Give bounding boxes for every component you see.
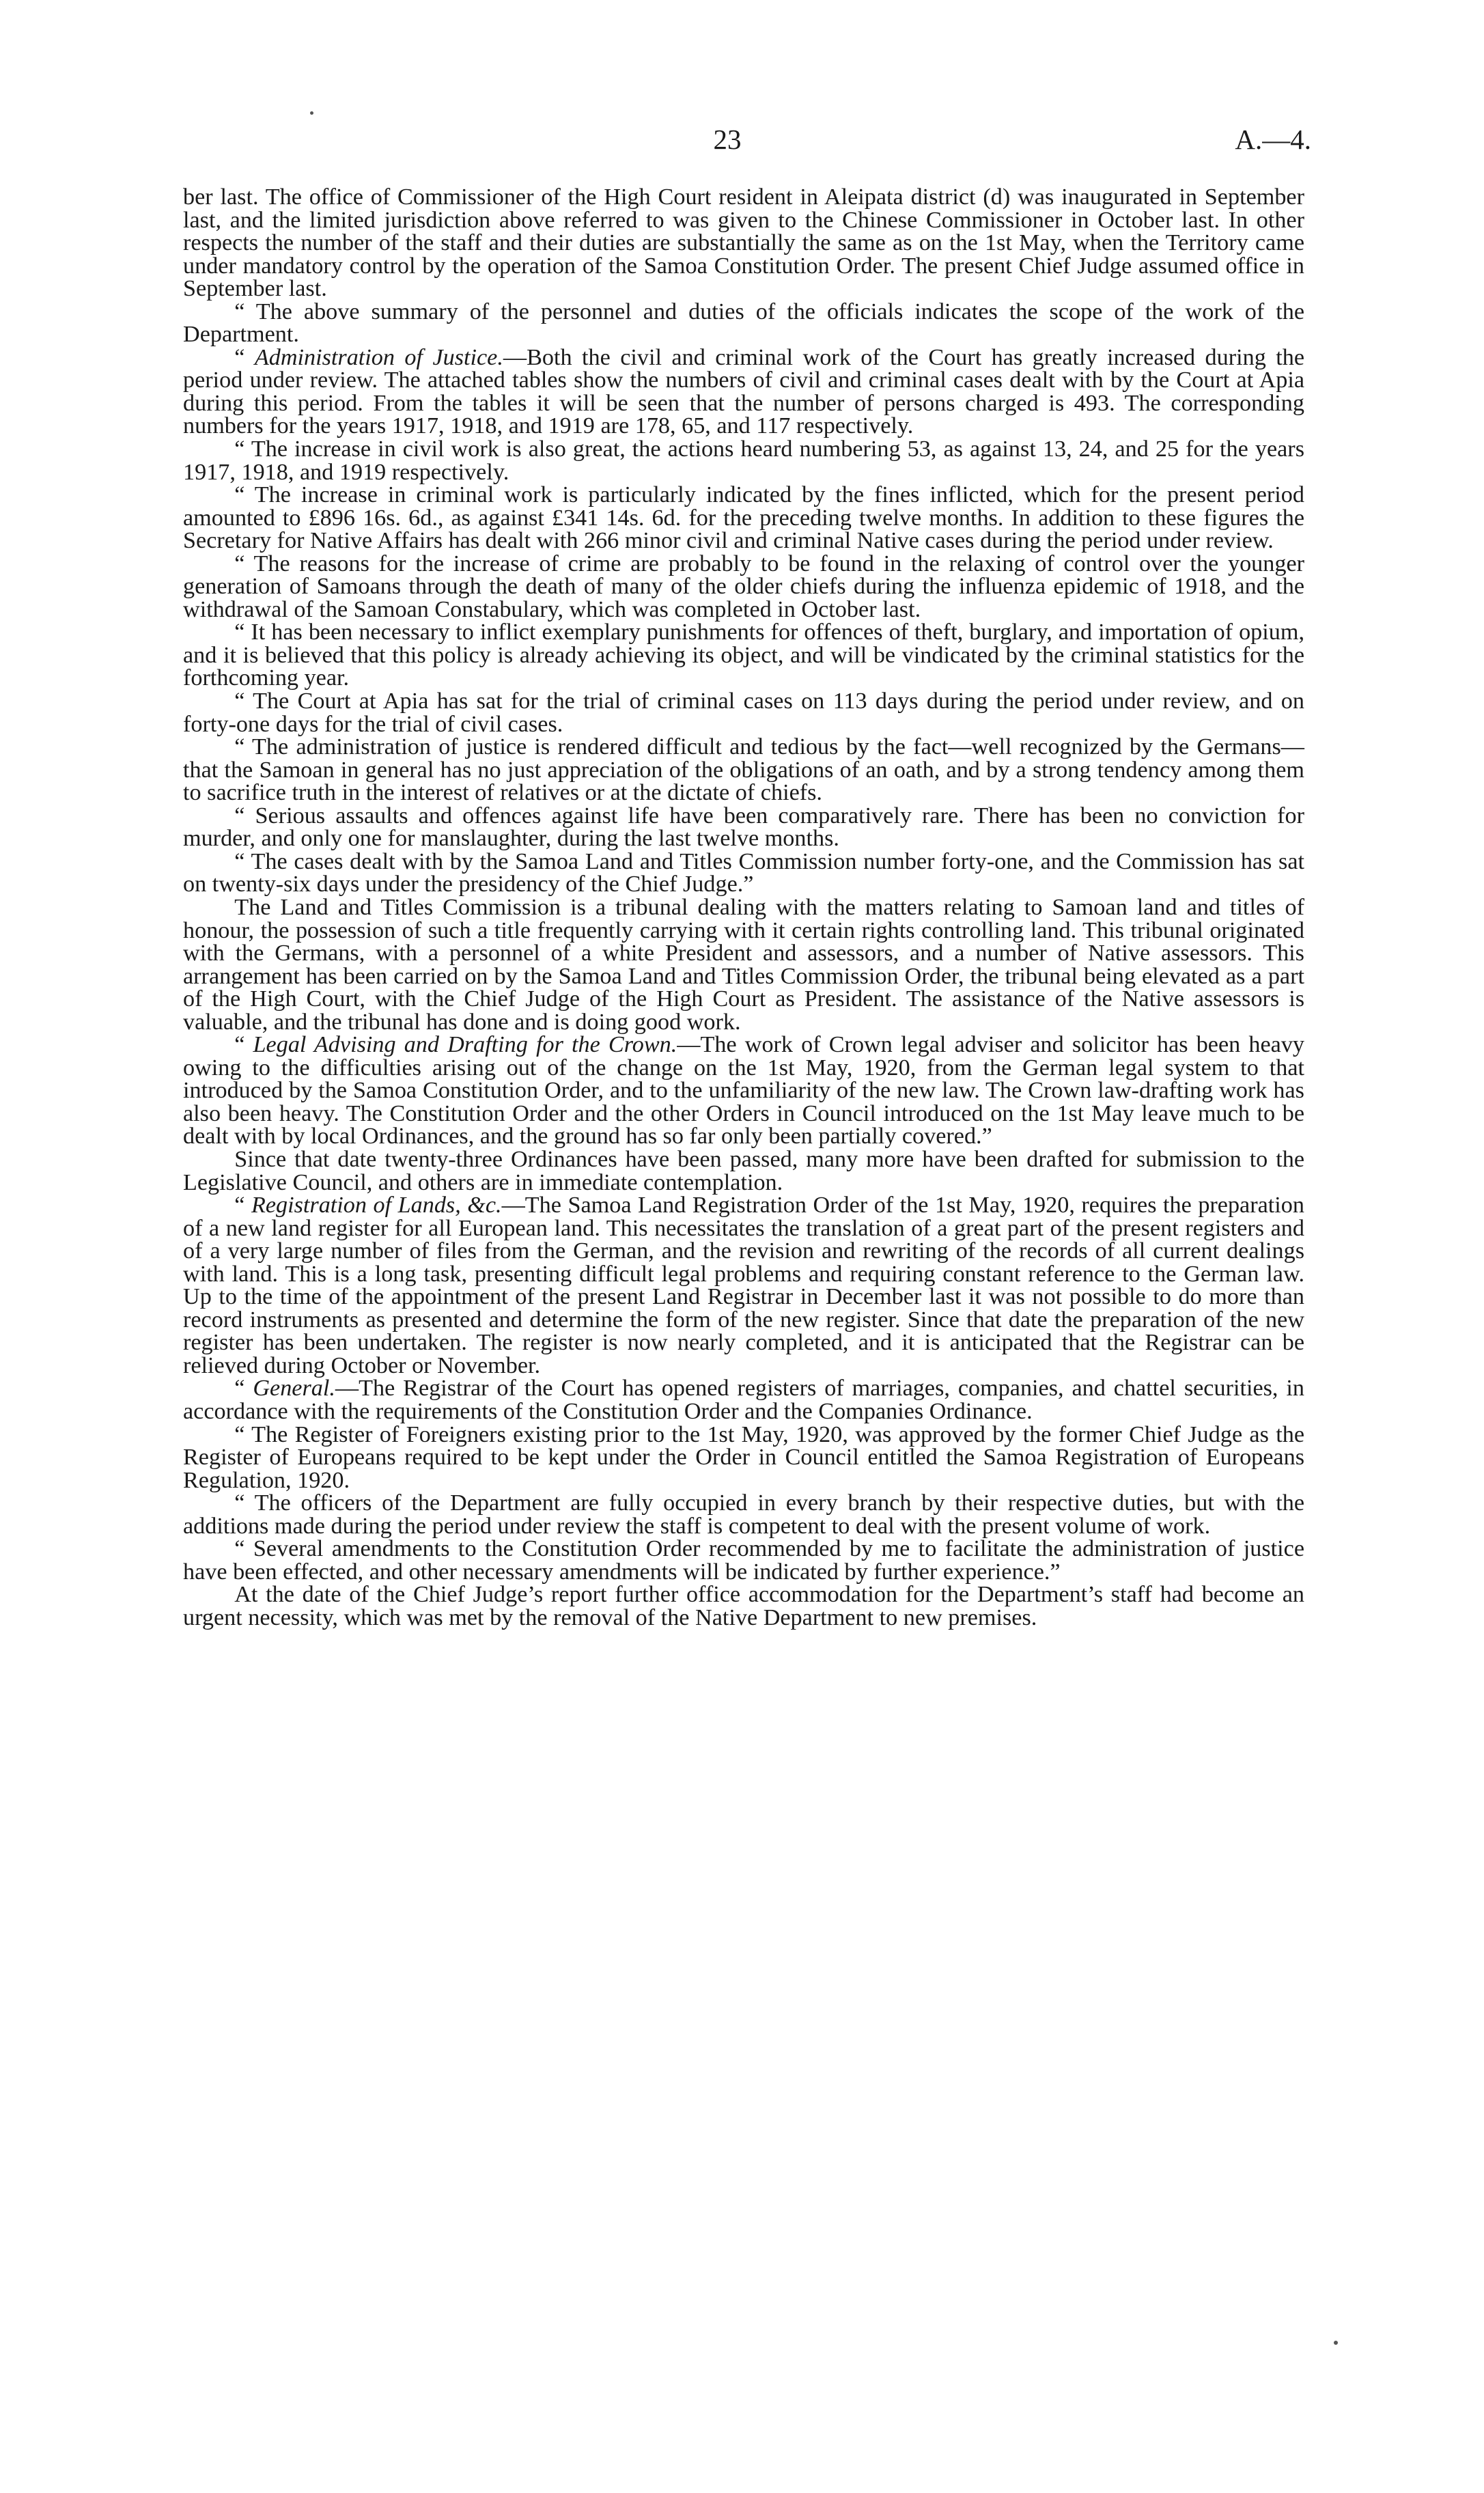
text-run: “ The reasons for the increase of crime are probably to be found in the relaxing of control over the younger generation of Samoans through the death of many of the older chiefs during the influenza epidemic of 1918, and the withdrawal of the Samoan Constabulary, which was completed in October last.: [183, 551, 1304, 622]
text-run: At the date of the Chief Judge’s report further office accommodation for the Department’s staff had become an urgent necessity, which was met by the removal of the Native Department to new premises.: [183, 1582, 1304, 1630]
text-run: The Land and Titles Commission is a tribunal dealing with the matters relating to Samoan land and titles of honour, the possession of such a title frequently carrying with it certain rights controlling land. This tribunal originated with the Germans, with a personnel of a white President and assessors, and a number of Native assessors. This arrangement has been carried on by the Samoa Land and Titles Commission Order, the tribunal being elevated as a part of the High Court, with the Chief Judge of the High Court as President. The assistance of the Native assessors is valuable, and the tribunal has done and is doing good work.: [183, 894, 1304, 1035]
paragraph: [183, 1194, 1304, 1377]
text-run: —The work of Crown legal adviser and solicitor has been heavy owing to the difficulties arising out of the change on the 1st May, 1920, from the German legal system to that introduced by the Samoa Constitution Order, and to the unfamiliarity of the new law. The Crown law-drafting work has also been heavy. The Constitution Order and the other Orders in Council introduced on the 1st May leave much to be dealt with by local Ordinances, and the ground has so far only been partially covered.”: [183, 1032, 1305, 1150]
text-run: “ The cases dealt with by the Samoa Land and Titles Commission number forty-one, and the Commission has sat on twenty-six days under the presidency of the Chief Judge.”: [183, 848, 1304, 897]
text-run: —The Samoa Land Registration Order of the 1st May, 1920, requires the preparation of a new land register for all European land. This necessitates the translation of a great part of the present registers and of a very large number of files from the German, and the revision and rewriting of the records of all current dealings with land. This is a long task, presenting difficult legal problems and requiring constant reference to the German law. Up to the time of the appointment of the present Land Registrar in December last it was not possible to do more than record instruments as presented and determine the form of the new register. Since that date the preparation of the new register has been undertaken. The register is now nearly completed, and it is anticipated that the Registrar can be relieved during October or November.: [183, 1193, 1304, 1378]
italic-heading: General.: [253, 1376, 335, 1402]
paragraph: [183, 1492, 1304, 1537]
text-run: “ The administration of justice is rendered difficult and tedious by the fact—well recognized by the Germans—that the Samoan in general has no just appreciation of the obligations of an oath, and by a strong tendency among them to sacrifice truth in the interest of relatives or at the dictate of chiefs.: [183, 734, 1304, 806]
text-run: “ It has been necessary to inflict exemplary punishments for offences of theft, burglary, and importation of opium, and it is believed that this policy is already achieving its object, and will be vindicated by the criminal statistics for the forthcoming year.: [183, 619, 1304, 691]
paragraph: [183, 186, 1304, 301]
paragraph: [183, 484, 1304, 553]
italic-heading: Registration of Lands, &c.: [251, 1193, 502, 1218]
paragraph: [183, 1537, 1304, 1583]
scan-speck: [310, 111, 313, 115]
paragraph: [183, 346, 1304, 438]
text-run: “ Serious assaults and offences against life have been comparatively rare. There has been no conviction for murder, and only one for manslaughter, during the last twelve months.: [183, 803, 1304, 852]
paragraph: [183, 850, 1304, 896]
paragraph: [183, 438, 1304, 484]
document-reference: A.—4.: [1235, 124, 1311, 155]
text-run: “: [234, 1032, 253, 1058]
text-run: “ The officers of the Department are fully occupied in every branch by their respective duties, but with the additions made during the period under review the staff is competent to deal with the present volume of work.: [183, 1490, 1304, 1539]
paragraph: [183, 896, 1304, 1033]
text-run: “ The increase in civil work is also great, the actions heard numbering 53, as against 13, 24, and 25 for the years 1917, 1918, and 1919 respectively.: [183, 436, 1304, 485]
paragraph: [183, 553, 1304, 622]
text-run: “ Several amendments to the Constitution Order recommended by me to facilitate the administration of justice have been effected, and other necessary amendments will be indicated by further experience.”: [183, 1536, 1304, 1585]
text-run: “ The Court at Apia has sat for the trial of criminal cases on 113 days during the period under review, and on forty-one days for the trial of civil cases.: [183, 688, 1304, 737]
text-run: “: [234, 1193, 251, 1218]
text-run: “ The increase in criminal work is particularly indicated by the fines inflicted, which for the present period amounted to £896 16s. 6d., as against £341 14s. 6d. for the preceding twelve months. In addition to these figures the Secretary for Native Affairs has dealt with 266 minor civil and criminal Native cases during the period under review.: [183, 482, 1304, 554]
text-run: “ The Register of Foreigners existing prior to the 1st May, 1920, was approved by the former Chief Judge as the Register of Europeans required to be kept under the Order in Council entitled the Samoa Registration of Europeans Regulation, 1920.: [183, 1421, 1304, 1493]
paragraph: [183, 1148, 1304, 1194]
paragraph: [183, 690, 1304, 736]
text-run: “: [234, 344, 255, 370]
paragraph: [183, 1377, 1304, 1423]
paragraph: [183, 621, 1304, 690]
text-run: ber last. The office of Commissioner of the High Court resident in Aleipata district (d) was inaugurated in September last, and the limited jurisdiction above referred to was given to the Chinese Commissioner in October last. In other respects the number of the staff and their duties are substantially the same as on the 1st May, when the Territory came under mandatory control by the operation of the Samoa Constitution Order. The present Chief Judge assumed office in September last.: [183, 184, 1304, 302]
paragraph: [183, 736, 1304, 805]
text-run: “ The above summary of the personnel and duties of the officials indicates the scope of the work of the Department.: [183, 298, 1304, 348]
page-number: 23: [713, 124, 742, 155]
italic-heading: Administration of Justice.: [254, 344, 503, 370]
text-run: —Both the civil and criminal work of the Court has greatly increased during the period under review. The attached tables show the numbers of civil and criminal cases dealt with by the Court at Apia during this period. From the tables it will be seen that the number of persons charged is 493. The corresponding numbers for the years 1917, 1918, and 1919 are 178, 65, and 117 respectively.: [183, 344, 1304, 439]
paragraph: [183, 1033, 1304, 1148]
paragraph: [183, 1583, 1304, 1629]
paragraph: [183, 1423, 1304, 1492]
text-run: “: [234, 1376, 253, 1402]
paragraph: [183, 298, 1304, 348]
body-text: [183, 186, 1304, 1629]
text-run: —The Registrar of the Court has opened registers of marriages, companies, and chattel securities, in accordance with the requirements of the Constitution Order and the Companies Ordinance.: [183, 1376, 1304, 1424]
scan-speck: [1334, 2341, 1338, 2345]
text-run: Since that date twenty-three Ordinances have been passed, many more have been drafted for submission to the Legislative Council, and others are in immediate contemplation.: [183, 1146, 1304, 1195]
italic-heading: Legal Advising and Drafting for the Crown.: [253, 1032, 677, 1058]
paragraph: [183, 805, 1304, 850]
